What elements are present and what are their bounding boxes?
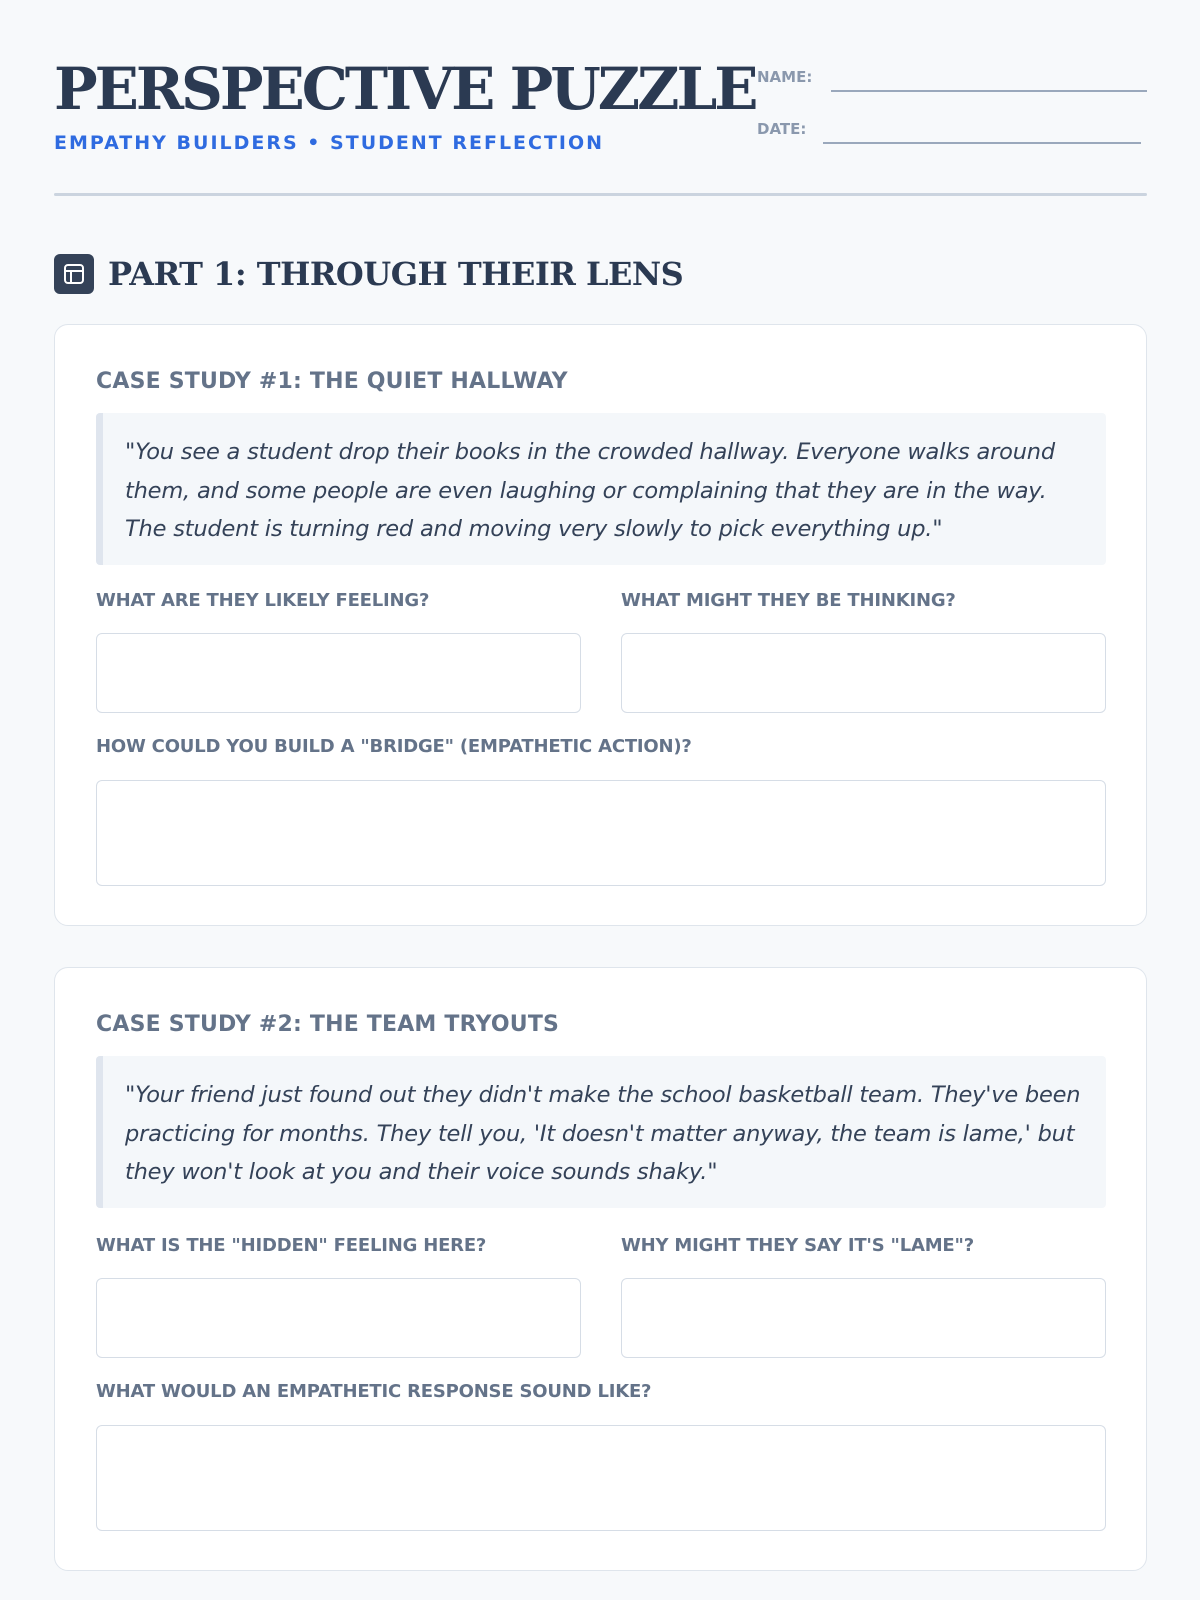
section-heading [54, 252, 1147, 294]
section-title: PART 1: THROUGH THEIR LENS [108, 255, 684, 293]
name-label: NAME: [757, 68, 813, 86]
date-field[interactable] [823, 142, 1141, 144]
layout-icon [54, 254, 94, 294]
case-study-card-1 [54, 324, 1147, 926]
case-study-title: CASE STUDY #1: THE QUIET HALLWAY [96, 369, 568, 394]
page-title: PERSPECTIVE PUZZLE [54, 55, 756, 123]
question-label: WHAT WOULD AN EMPATHETIC RESPONSE SOUND LIKE? [96, 1381, 652, 1402]
question-label: WHY MIGHT THEY SAY IT'S "LAME"? [621, 1235, 974, 1256]
name-field[interactable] [831, 90, 1147, 92]
header-divider [54, 193, 1147, 196]
bridge-answer-field[interactable] [96, 780, 1106, 886]
question-label: WHAT IS THE "HIDDEN" FEELING HERE? [96, 1235, 487, 1256]
lame-reason-answer-field[interactable] [621, 1278, 1106, 1358]
case-study-title: CASE STUDY #2: THE TEAM TRYOUTS [96, 1012, 560, 1037]
date-label: DATE: [757, 120, 807, 138]
name-field-row [757, 62, 1147, 92]
feeling-answer-field[interactable] [96, 633, 581, 713]
date-field-row [757, 114, 1141, 144]
empathetic-response-answer-field[interactable] [96, 1425, 1106, 1531]
thinking-answer-field[interactable] [621, 633, 1106, 713]
question-label: WHAT ARE THEY LIKELY FEELING? [96, 590, 430, 611]
question-label: WHAT MIGHT THEY BE THINKING? [621, 590, 956, 611]
hidden-feeling-answer-field[interactable] [96, 1278, 581, 1358]
page-subtitle: EMPATHY BUILDERS • STUDENT REFLECTION [54, 132, 605, 154]
scenario-quote: "You see a student drop their books in the crowded hallway. Everyone walks around them, and some people are even laughing or complaining that they are in the way. The student is turning red and moving very slowly to pick everything up." [96, 413, 1106, 565]
worksheet-header [54, 54, 1147, 194]
question-label: HOW COULD YOU BUILD A "BRIDGE" (EMPATHETIC ACTION)? [96, 736, 692, 757]
scenario-quote: "Your friend just found out they didn't make the school basketball team. They've been practicing for months. They tell you, 'It doesn't matter anyway, the team is lame,' but they won't look at you and their voice sounds shaky." [96, 1056, 1106, 1208]
case-study-card-2 [54, 967, 1147, 1571]
